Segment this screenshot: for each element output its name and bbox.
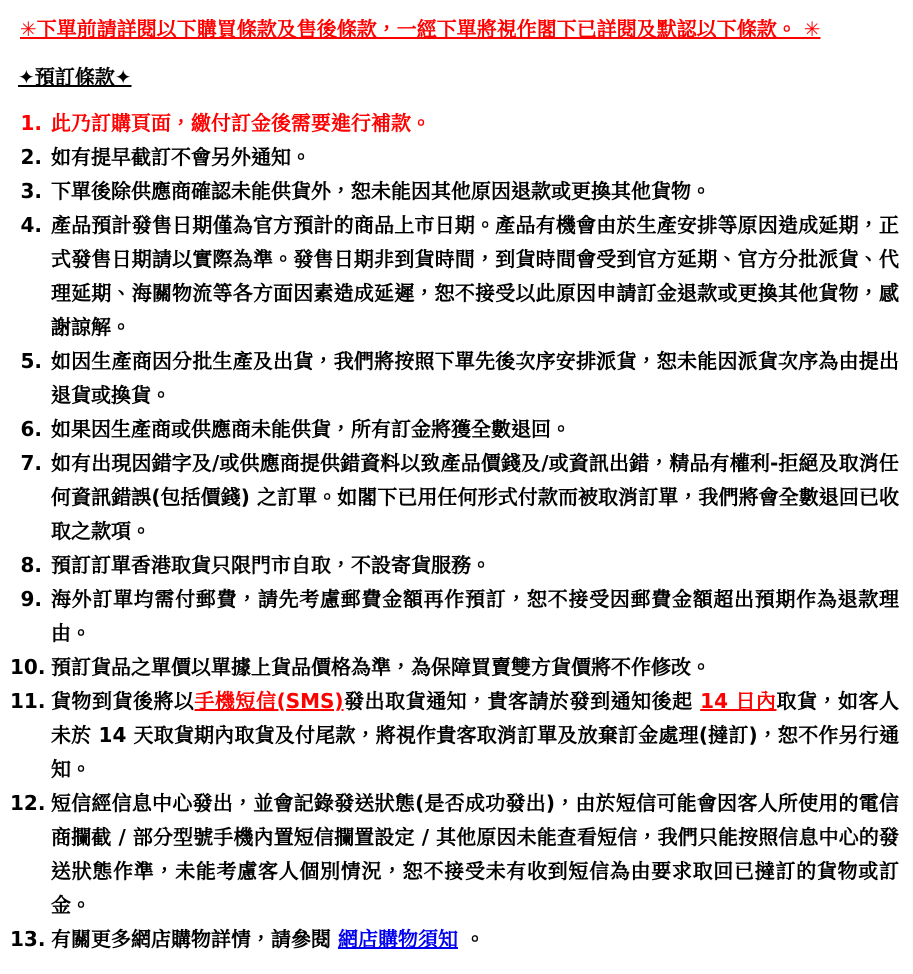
term-item-10 <box>10 650 899 684</box>
term-number: 2. <box>20 145 42 169</box>
text-segment: 有關更多網店購物詳情，請參閱 <box>51 927 338 951</box>
term-item-5 <box>10 344 899 412</box>
text-segment: 此乃訂購頁面，繳付訂金後需要進行補款。 <box>51 111 431 135</box>
term-number: 10. <box>10 655 46 679</box>
highlighted-red-text: 手機短信(SMS) <box>194 689 344 713</box>
term-number: 1. <box>20 111 42 135</box>
term-text <box>51 548 899 582</box>
term-number: 3. <box>20 179 42 203</box>
term-number: 11. <box>10 689 46 713</box>
terms-list <box>10 106 899 956</box>
section-title: ✦預訂條款✦ <box>18 65 132 89</box>
text-segment: 發出取貨通知，貴客請於發到通知後起 <box>343 689 701 713</box>
term-text <box>51 106 899 140</box>
text-segment: 貨物到貨後將以 <box>51 689 195 713</box>
term-text <box>51 446 899 548</box>
term-item-1 <box>10 106 899 140</box>
term-text <box>51 786 899 922</box>
text-segment: 短信經信息中心發出，並會記錄發送狀態(是否成功發出)，由於短信可能會因客人所使用的電信商攔截 / 部分型號手機內置短信攔置設定 / 其他原因未能查看短信，我們只能按照信息中心的發送狀態作準，未能考慮客人個別情況，恕不接受未有收到短信為由要求取回已撻訂的貨物或訂金。 <box>51 791 899 917</box>
store-shopping-guide-link[interactable]: 網店購物須知 <box>337 927 458 951</box>
text-segment: 如果因生產商或供應商未能供貨，所有訂金將獲全數退回。 <box>51 417 571 441</box>
text-segment: 取貨，如客人未於 14 天取貨期內取貨及付尾款，將視作貴客取消訂單及放棄訂金處理(撻訂)，恕不作另行通知。 <box>51 689 900 781</box>
term-item-8 <box>10 548 899 582</box>
term-text <box>51 344 899 412</box>
term-number: 8. <box>20 553 42 577</box>
term-item-9 <box>10 582 899 650</box>
term-text <box>51 412 899 446</box>
highlighted-red-text: 14 日內 <box>700 689 777 713</box>
term-text <box>51 684 899 786</box>
text-segment: 海外訂單均需付郵費，請先考慮郵費金額再作預訂，恕不接受因郵費金額超出預期作為退款理由。 <box>51 587 899 645</box>
term-item-2 <box>10 140 899 174</box>
term-text <box>51 174 899 208</box>
term-item-6 <box>10 412 899 446</box>
text-segment: 預訂訂單香港取貨只限門市自取，不設寄貨服務。 <box>51 553 491 577</box>
term-text <box>51 582 899 650</box>
term-item-13 <box>10 922 899 956</box>
text-segment: 。 <box>457 927 485 951</box>
text-segment: 如有出現因錯字及/或供應商提供錯資料以致產品價錢及/或資訊出錯，精品有權利-拒絕及取消任何資訊錯誤(包括價錢) 之訂單。如閣下已用任何形式付款而被取消訂單，我們將會全數退回已收取之款項。 <box>51 451 899 543</box>
term-item-11 <box>10 684 899 786</box>
term-number: 12. <box>10 791 46 815</box>
term-text <box>51 650 899 684</box>
term-item-4 <box>10 208 899 344</box>
term-number: 5. <box>20 349 42 373</box>
term-number: 7. <box>20 451 42 475</box>
term-number: 13. <box>10 927 46 951</box>
term-text <box>51 922 899 956</box>
term-item-7 <box>10 446 899 548</box>
term-text <box>51 208 899 344</box>
text-segment: 下單後除供應商確認未能供貨外，恕未能因其他原因退款或更換其他貨物。 <box>51 179 711 203</box>
term-number: 6. <box>20 417 42 441</box>
term-number: 9. <box>20 587 42 611</box>
term-text <box>51 140 899 174</box>
term-item-12 <box>10 786 899 922</box>
text-segment: 如因生產商因分批生產及出貨，我們將按照下單先後次序安排派貨，恕未能因派貨次序為由提出退貨或換貨。 <box>51 349 899 407</box>
purchase-notice-heading: ✳下單前請詳閱以下購買條款及售後條款，一經下單將視作閣下已詳閱及默認以下條款。 ✳ <box>20 17 821 41</box>
term-number: 4. <box>20 213 42 237</box>
text-segment: 如有提早截訂不會另外通知。 <box>51 145 311 169</box>
section-title-row <box>10 60 899 94</box>
term-item-3 <box>10 174 899 208</box>
text-segment: 產品預計發售日期僅為官方預計的商品上市日期。產品有機會由於生產安排等原因造成延期，正式發售日期請以實際為準。發售日期非到貨時間，到貨時間會受到官方延期、官方分批派貨、代理延期、海關物流等各方面因素造成延遲，恕不接受以此原因申請訂金退款或更換其他貨物，感謝諒解。 <box>51 213 899 339</box>
text-segment: 預訂貨品之單價以單據上貨品價格為準，為保障買賣雙方貨價將不作修改。 <box>51 655 711 679</box>
